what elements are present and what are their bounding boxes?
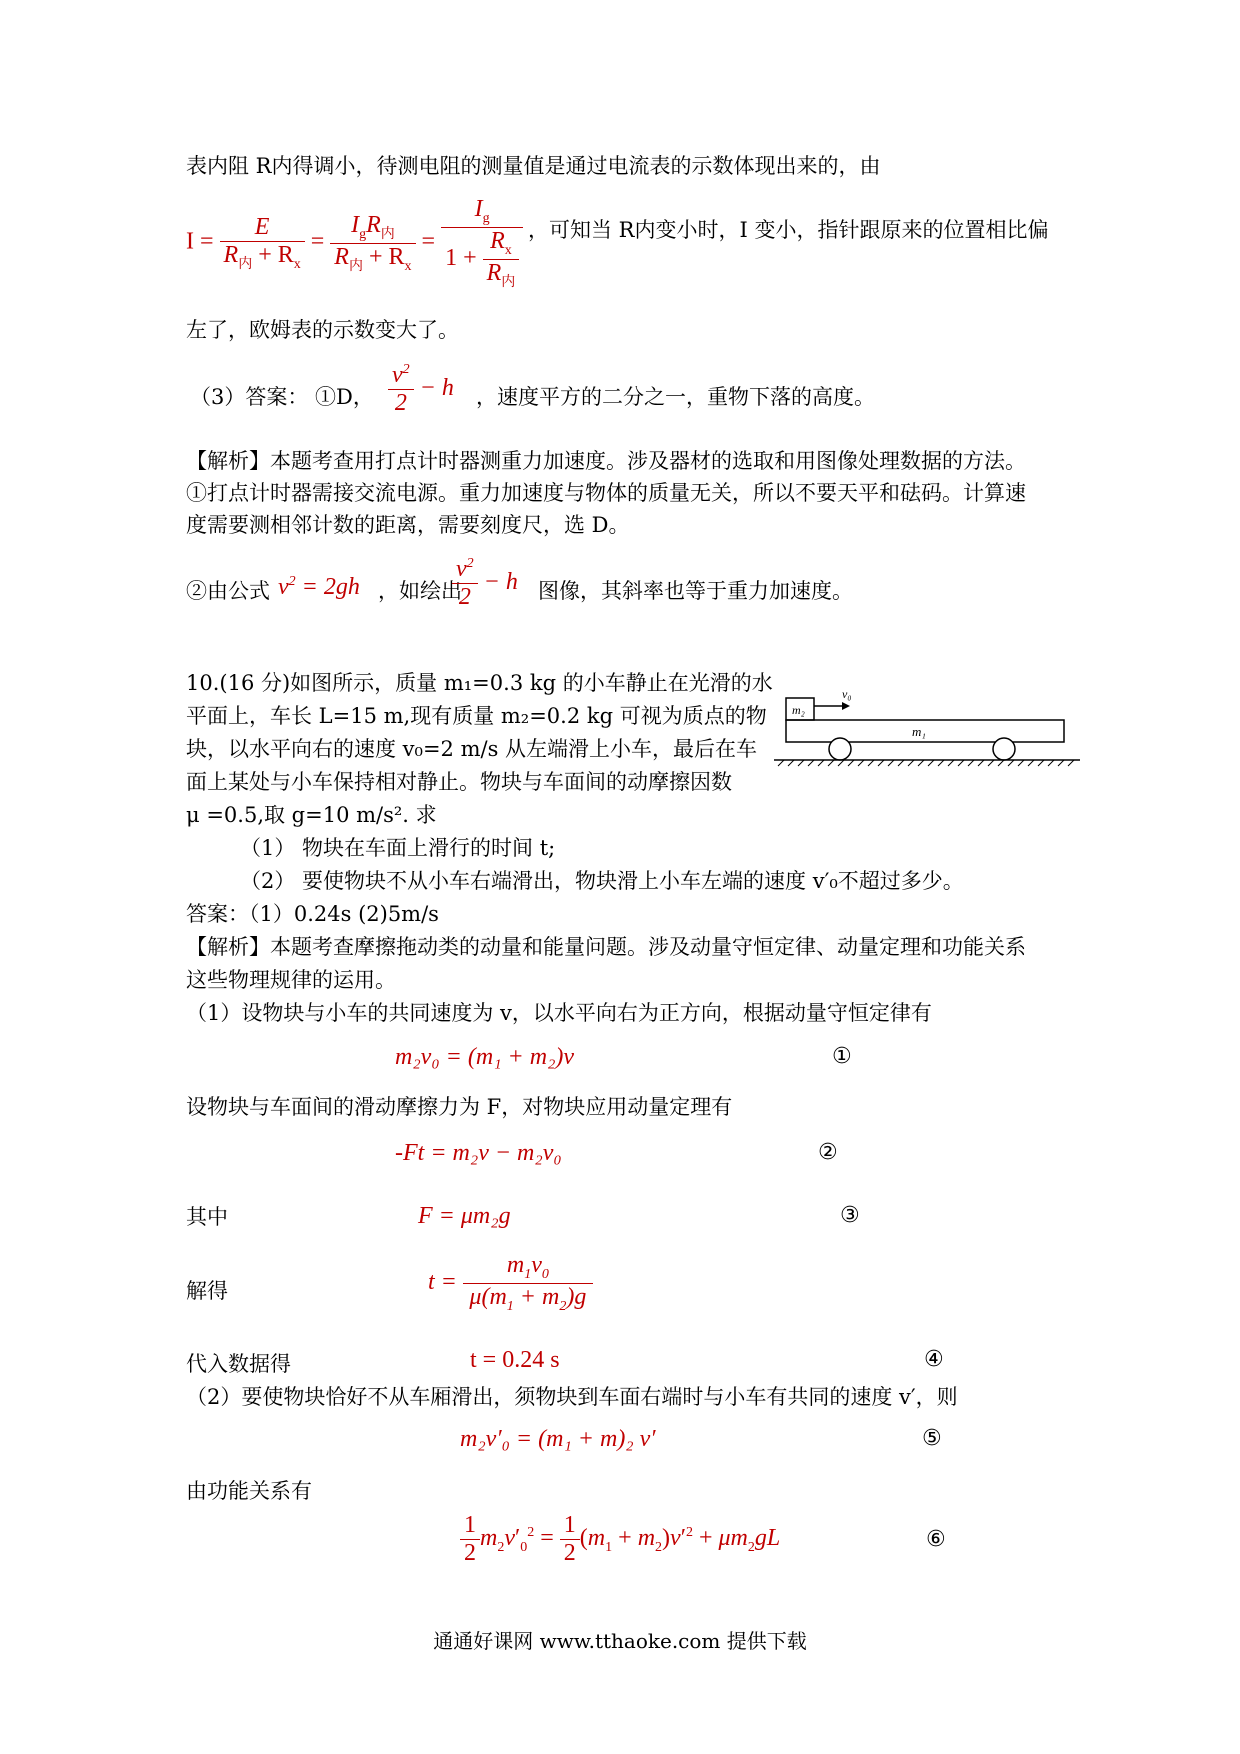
problem-line-1: 10.(16 分)如图所示，质量 m₁=0.3 kg 的小车静止在光滑的水: [186, 671, 773, 695]
analysis-line-3: 度需要测相邻计数的距离，需要刻度尺，选 D。: [186, 513, 630, 537]
footer: 通通好课网 www.tthaoke.com 提供下载: [433, 1629, 807, 1653]
answer-line: 答案：（1）0.24s (2)5m/s: [186, 902, 439, 926]
problem-line-5: μ =0.5,取 g=10 m/s². 求: [186, 803, 437, 827]
formula-v2-over-2-minus-h: $\frac{v^2}{2}$ − h: [388, 362, 454, 417]
equation-1: m₂v₀ = (m₁ + m₂)v: [395, 1044, 575, 1070]
text-line-1: 表内阻 R内得调小，待测电阻的测量值是通过电流表的示数体现出来的，由: [186, 154, 881, 178]
problem-line-3: 块，以水平向右的速度 v₀=2 m/s 从左端滑上小车，最后在车: [186, 737, 758, 761]
marker-6: ⑥: [926, 1527, 946, 1552]
question-2: （2） 要使物块不从小车右端滑出，物块滑上小车左端的速度 v′₀不超过多少。: [240, 869, 964, 893]
analysis-line-1: 【解析】本题考查用打点计时器测重力加速度。涉及器材的选取和用图像处理数据的方法。: [186, 449, 1026, 473]
marker-1: ①: [832, 1044, 852, 1069]
explanation-line-3: （1）设物块与小车的共同速度为 v，以水平向右为正方向，根据动量守恒定律有: [186, 1001, 932, 1025]
analysis-line-2: ①打点计时器需接交流电源。重力加速度与物体的质量无关，所以不要天平和砝码。计算速: [186, 481, 1026, 505]
explanation-line-1: 【解析】本题考查摩擦拖动类的动量和能量问题。涉及动量守恒定律、动量定理和功能关系: [186, 935, 1026, 959]
ground-hatching: [778, 760, 1074, 766]
formula-line-mid: ，如绘出: [378, 579, 462, 603]
marker-4: ④: [924, 1347, 944, 1372]
text-line-2-tail: ，可知当 R内变小时，I 变小，指针跟原来的位置相比偏: [528, 218, 1049, 242]
cart-wheel-left: [829, 738, 851, 760]
formula-line-tail: 图像，其斜率也等于重力加速度。: [538, 579, 853, 603]
marker-3: ③: [840, 1203, 860, 1228]
block-label: m₂: [792, 703, 805, 717]
label-substitute: 代入数据得: [186, 1352, 291, 1376]
text-line-3: 左了，欧姆表的示数变大了。: [186, 318, 459, 342]
explanation-line-5: （2）要使物块恰好不从车厢滑出，须物块到车面右端时与小车有共同的速度 v′，则: [186, 1385, 958, 1409]
velocity-label: v₀: [842, 687, 852, 701]
explanation-line-2: 这些物理规律的运用。: [186, 968, 396, 992]
velocity-arrowhead: [842, 702, 850, 710]
formula-v2-2gh: $v^2 = 2gh$: [278, 574, 360, 600]
formula-v2-over-2-minus-h-2: $\frac{v^2}{2}$ − h: [452, 556, 518, 611]
formula-t-solution: t = $\frac{m_1v_0}{\mu(m_1 + m_2)g}$: [428, 1252, 593, 1315]
explanation-line-6: 由功能关系有: [186, 1479, 312, 1503]
answer-3-head: （3）答案： ①D，: [190, 385, 374, 409]
answer-3-tail: ，速度平方的二分之一，重物下落的高度。: [476, 385, 875, 409]
cart-label: m₁: [912, 724, 926, 739]
formula-energy-conservation: $\frac{1}{2}$ $m_2v'_0^2$ = $\frac{1}{2}$ $(m_1 + m_2)v'^2 + \mu m_2gL$: [460, 1512, 780, 1567]
marker-5: ⑤: [922, 1426, 942, 1451]
equation-3: F = μm₂g: [418, 1203, 511, 1229]
explanation-line-4: 设物块与车面间的滑动摩擦力为 F，对物块应用动量定理有: [186, 1095, 733, 1119]
problem-line-2: 平面上，车长 L=15 m,现有质量 m₂=0.2 kg 可视为质点的物: [186, 704, 767, 728]
equation-5: m₂v′₀ = (m₁ + m)₂ v′: [460, 1426, 656, 1452]
cart-wheel-right: [993, 738, 1015, 760]
formula-line-head: ②由公式: [186, 579, 270, 603]
problem-line-4: 面上某处与小车保持相对静止。物块与车面间的动摩擦因数: [186, 770, 732, 794]
label-solve: 解得: [186, 1279, 228, 1303]
label-where: 其中: [186, 1205, 228, 1229]
question-1: （1） 物块在车面上滑行的时间 t;: [240, 836, 556, 860]
equation-4: t = 0.24 s: [470, 1347, 560, 1373]
cart-block-figure: [770, 680, 1090, 780]
equation-2: -Ft = m₂v − m₂v₀: [395, 1140, 562, 1166]
formula-ohmmeter: I = $\frac{E}{R_内 + R_x}$ = $\frac{I_gR_内}{R_内 + R_x}$ = $I_g$ 1 + $\frac{R_x}{R_内}$: [186, 196, 523, 290]
marker-2: ②: [818, 1140, 838, 1165]
